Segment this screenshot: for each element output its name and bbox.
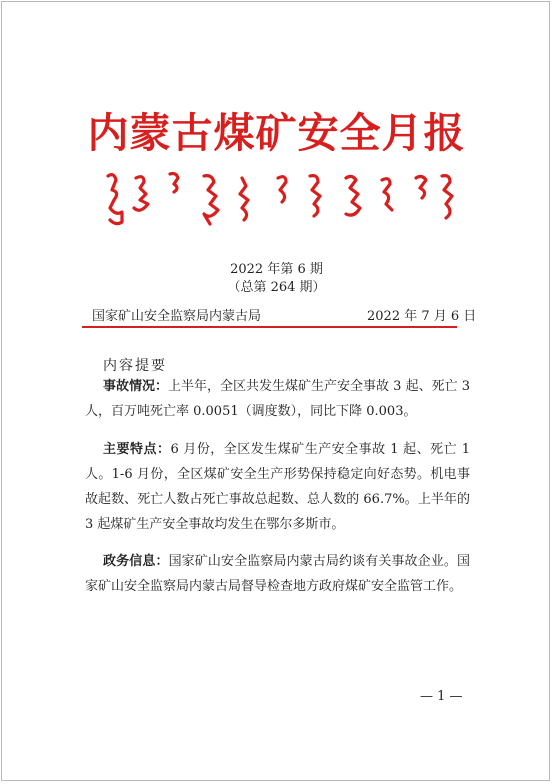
paragraph-lead: 政务信息： bbox=[103, 554, 169, 569]
paragraph-lead: 主要特点： bbox=[103, 442, 171, 457]
paragraph-government-info bbox=[85, 549, 470, 599]
paragraph-lead: 事故情况： bbox=[103, 379, 169, 394]
page-number: — 1 — bbox=[420, 689, 463, 704]
section-heading: 内容提要 bbox=[103, 358, 167, 374]
issue-number: 2022 年第 6 期 bbox=[230, 262, 323, 277]
mongolian-script-title bbox=[100, 168, 460, 228]
red-divider bbox=[82, 326, 457, 328]
masthead-title: 内蒙古煤矿安全月报 bbox=[87, 109, 466, 157]
publisher-name: 国家矿山安全监察局内蒙古局 bbox=[92, 309, 262, 324]
paragraph-body: 6 月份，全区发生煤矿生产安全事故 1 起、死亡 1 人。1-6 月份，全区煤矿安全生产形势保持稳定向好态势。机电事故起数、死亡人数占死亡事故总起数、总人数的 66.7%。上半年的 3 起煤矿生产安全事故均发生在鄂尔多斯市。 bbox=[85, 442, 470, 532]
paragraph-features bbox=[85, 437, 470, 537]
paragraph-body: 国家矿山安全监察局内蒙古局约谈有关事故企业。国家矿山安全监察局内蒙古局督导检查地方政府煤矿安全监管工作。 bbox=[85, 554, 470, 594]
publish-date: 2022 年 7 月 6 日 bbox=[367, 309, 477, 324]
paragraph-body: 上半年，全区共发生煤矿生产安全事故 3 起、死亡 3 人，百万吨死亡率 0.0051（调度数），同比下降 0.003。 bbox=[85, 379, 470, 419]
issue-total: （总第 264 期） bbox=[227, 280, 326, 295]
paragraph-accidents bbox=[85, 374, 470, 424]
